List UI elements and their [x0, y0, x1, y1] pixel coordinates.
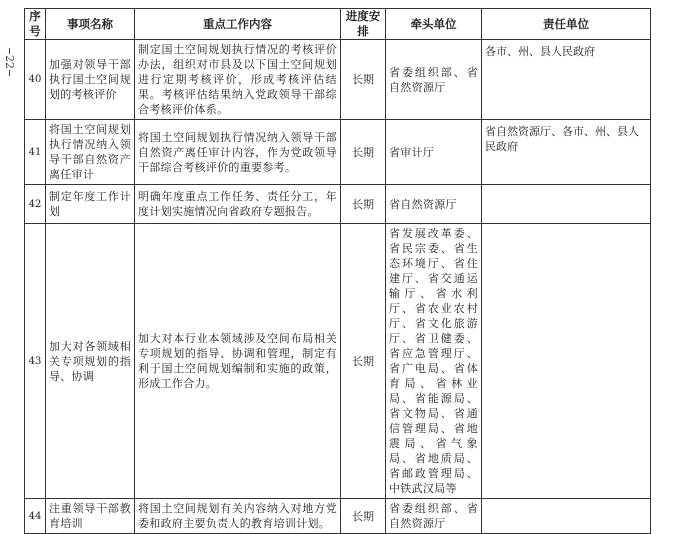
row-number: 40	[25, 40, 46, 120]
row-number: 44	[25, 499, 46, 534]
row-responsible	[482, 224, 651, 499]
header-item: 事项名称	[46, 9, 135, 40]
row-item: 制定年度工作计划	[46, 185, 135, 224]
table-row	[25, 40, 651, 120]
table-header-row	[25, 9, 651, 40]
row-work: 将国土空间规划执行情况纳入领导干部自然资产离任审计内容，作为党政领导干部综合考核评价的重要参考。	[135, 120, 341, 185]
row-period: 长期	[341, 185, 386, 224]
header-no: 序号	[25, 9, 46, 40]
table-row	[25, 499, 651, 534]
row-responsible: 各市、州、县人民政府	[482, 40, 651, 120]
table-row	[25, 224, 651, 499]
page-number	[2, 46, 16, 78]
row-work: 加大对本行业本领域涉及空间布局相关专项规划的指导、协调和管理，制定有利于国土空间规划编制和实施的政策，形成工作合力。	[135, 224, 341, 499]
header-responsible: 责任单位	[482, 9, 651, 40]
row-period: 长期	[341, 224, 386, 499]
work-table	[24, 8, 651, 534]
row-responsible: 省自然资源厅、各市、州、县人民政府	[482, 120, 651, 185]
header-period: 进度安排	[341, 9, 386, 40]
row-period: 长期	[341, 40, 386, 120]
header-lead: 牵头单位	[386, 9, 482, 40]
row-responsible	[482, 499, 651, 534]
table-row	[25, 120, 651, 185]
row-period: 长期	[341, 120, 386, 185]
row-work: 将国土空间规划有关内容纳入对地方党委和政府主要负责人的教育培训计划。	[135, 499, 341, 534]
row-item: 加大对各领域相关专项规划的指导、协调	[46, 224, 135, 499]
row-item: 加强对领导干部执行国土空间规划的考核评价	[46, 40, 135, 120]
row-lead: 省发展改革委、省民宗委、省生态环境厅、省住建厅、省交通运输厅、省水利厅、省农业农村厅、省文化旅游厅、省卫健委、省应急管理厅、省广电局、省体育局、省林业局、省能源局、省文物局、省通信管理局、省地震局、省气象局、省地质局、省邮政管理局、中铁武汉局等	[386, 224, 482, 499]
row-work: 明确年度重点工作任务、责任分工，年度计划实施情况向省政府专题报告。	[135, 185, 341, 224]
row-number: 42	[25, 185, 46, 224]
row-period: 长期	[341, 499, 386, 534]
row-work: 制定国土空间规划执行情况的考核评价办法，组织对市县及以下国土空间规划进行定期考核评价，形成考核评估结果。考核评估结果纳入党政领导干部综合考核评价体系。	[135, 40, 341, 120]
row-lead: 省审计厅	[386, 120, 482, 185]
row-lead: 省委组织部、省自然资源厅	[386, 40, 482, 120]
row-lead: 省自然资源厅	[386, 185, 482, 224]
row-item: 注重领导干部教育培训	[46, 499, 135, 534]
row-responsible	[482, 185, 651, 224]
header-work: 重点工作内容	[135, 9, 341, 40]
row-number: 41	[25, 120, 46, 185]
row-number: 43	[25, 224, 46, 499]
table-row	[25, 185, 651, 224]
page-number-text: 22	[3, 55, 16, 69]
row-lead: 省委组织部、省自然资源厅	[386, 499, 482, 534]
row-item: 将国土空间规划执行情况纳入领导干部自然资产离任审计	[46, 120, 135, 185]
